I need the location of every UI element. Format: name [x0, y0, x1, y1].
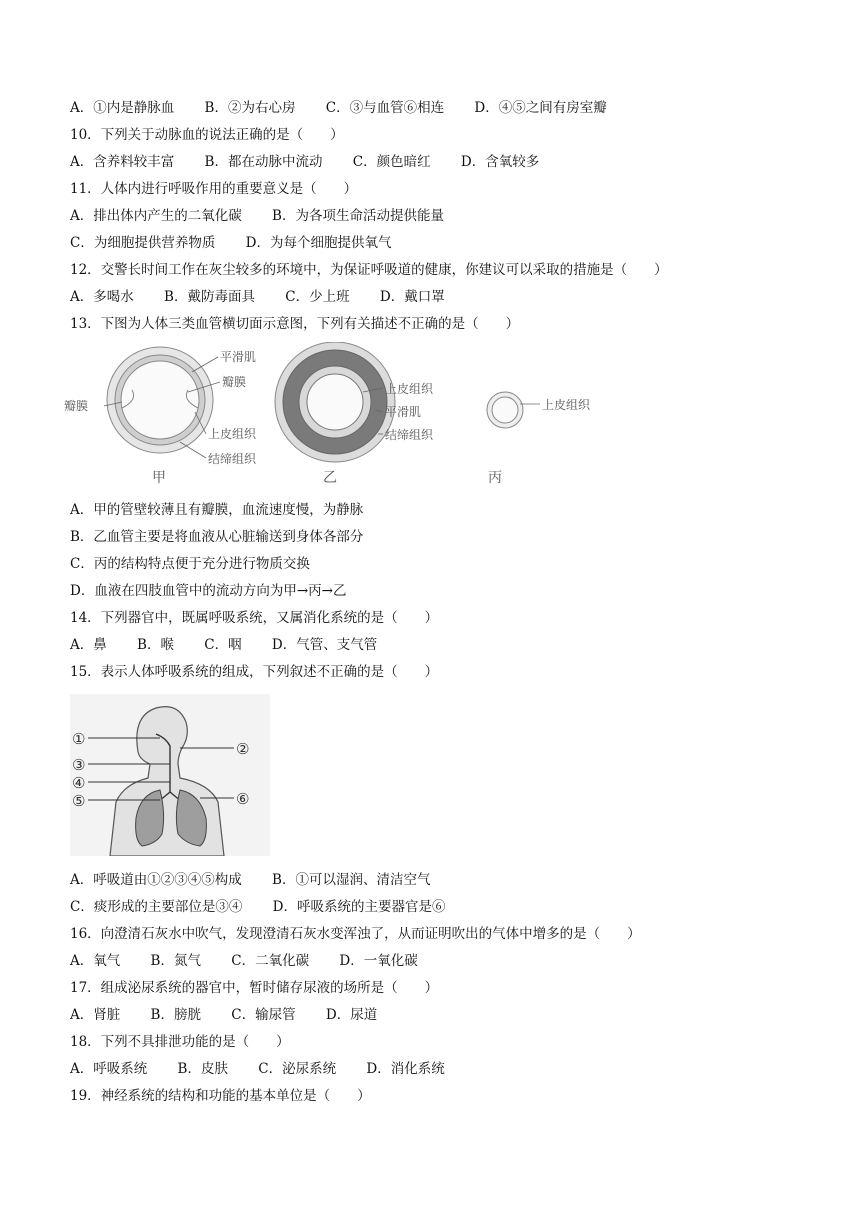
label-smooth-muscle-jia: 平滑肌 — [220, 350, 257, 364]
q16-options — [70, 952, 444, 970]
label-bing: 丙 — [488, 470, 502, 486]
option-b: B．喉 — [137, 637, 174, 653]
option-d: D．一氧化碳 — [339, 953, 418, 969]
option-c: C．颜色暗红 — [352, 154, 431, 170]
q17-options — [70, 1006, 403, 1024]
option-c: C．③与血管⑥相连 — [325, 100, 445, 116]
option-a: A．①内是静脉血 — [70, 100, 175, 116]
option-c: C．咽 — [204, 637, 242, 653]
q15-stem: 15．表示人体呼吸系统的组成，下列叙述不正确的是（ ） — [70, 664, 439, 680]
label-epithelium-bing: 上皮组织 — [542, 398, 591, 412]
q13-option-a: A．甲的管壁较薄且有瓣膜，血流速度慢，为静脉 — [70, 502, 364, 518]
q15-options-row1 — [70, 871, 456, 889]
label-valve-jia-left: 瓣膜 — [64, 399, 89, 413]
blood-vessel-diagram — [60, 342, 600, 492]
option-d: D．尿道 — [325, 1007, 378, 1023]
option-c: C．少上班 — [285, 289, 350, 305]
option-a: A．呼吸道由①②③④⑤构成 — [70, 872, 242, 888]
label-5: ⑤ — [72, 792, 86, 810]
option-d: D．戴口罩 — [379, 289, 445, 305]
label-2: ② — [236, 740, 250, 758]
q10-stem: 10．下列关于动脉血的说法正确的是（ ） — [70, 127, 344, 143]
option-d: D．呼吸系统的主要器官是⑥ — [272, 899, 446, 915]
q19-stem: 19．神经系统的结构和功能的基本单位是（ ） — [70, 1088, 371, 1104]
label-epithelium-jia: 上皮组织 — [208, 427, 257, 441]
option-c: C．为细胞提供营养物质 — [70, 235, 216, 251]
q13-option-c: C．丙的结构特点便于充分进行物质交换 — [70, 556, 310, 572]
q14-options — [70, 636, 403, 654]
respiratory-system-figure — [70, 694, 270, 856]
q9-options — [70, 99, 633, 117]
option-c: C．痰形成的主要部位是③④ — [70, 899, 243, 915]
label-1: ① — [72, 730, 86, 748]
option-a: A．氧气 — [70, 953, 121, 969]
blood-vessel-cross-section-figure — [60, 342, 600, 492]
option-a: A．鼻 — [70, 637, 107, 653]
vein-cross-section — [107, 347, 213, 453]
option-a: A．排出体内产生的二氧化碳 — [70, 208, 242, 224]
label-connective-yi: 结缔组织 — [385, 428, 434, 442]
label-smooth-muscle-yi: 平滑肌 — [385, 405, 422, 419]
label-valve-jia-right: 瓣膜 — [222, 375, 247, 389]
option-b: B．氮气 — [150, 953, 201, 969]
q10-options — [70, 153, 565, 171]
label-3: ③ — [72, 756, 86, 774]
option-b: B．①可以湿润、清洁空气 — [272, 872, 431, 888]
label-yi: 乙 — [323, 470, 337, 486]
q16-stem: 16．向澄清石灰水中吹气，发现澄清石灰水变浑浊了，从而证明吹出的气体中增多的是（ ） — [70, 926, 641, 942]
option-c: C．泌尿系统 — [258, 1061, 337, 1077]
q15-options-row2 — [70, 898, 471, 916]
option-c: C．二氧化碳 — [231, 953, 310, 969]
option-a: A．肾脏 — [70, 1007, 121, 1023]
option-b: B．戴防毒面具 — [164, 289, 255, 305]
q13-option-b: B．乙血管主要是将血液从心脏输送到身体各部分 — [70, 529, 364, 545]
option-a: A．呼吸系统 — [70, 1061, 148, 1077]
q11-options-row1 — [70, 207, 470, 225]
label-epithelium-yi: 上皮组织 — [385, 382, 434, 396]
q13-option-d: D．血液在四肢血管中的流动方向为甲→丙→乙 — [70, 583, 347, 599]
option-a: A．含养料较丰富 — [70, 154, 175, 170]
option-b: B．都在动脉中流动 — [204, 154, 323, 170]
label-6: ⑥ — [236, 790, 250, 808]
option-b: B．膀胱 — [150, 1007, 201, 1023]
option-c: C．输尿管 — [231, 1007, 296, 1023]
option-b: B．②为右心房 — [204, 100, 296, 116]
option-a: A．多喝水 — [70, 289, 134, 305]
q11-stem: 11．人体内进行呼吸作用的重要意义是（ ） — [70, 181, 358, 197]
q18-options — [70, 1060, 471, 1078]
q13-stem: 13．下图为人体三类血管横切面示意图，下列有关描述不正确的是（ ） — [70, 316, 520, 332]
q12-options — [70, 288, 471, 306]
option-d: D．气管、支气管 — [271, 637, 378, 653]
q17-stem: 17．组成泌尿系统的器官中，暂时储存尿液的场所是（ ） — [70, 980, 439, 996]
q12-stem: 12．交警长时间工作在灰尘较多的环境中，为保证呼吸道的健康，你建议可以采取的措施是（ ） — [70, 262, 668, 278]
label-4: ④ — [72, 774, 86, 792]
label-jia: 甲 — [152, 470, 166, 486]
option-b: B．为各项生命活动提供能量 — [272, 208, 444, 224]
option-b: B．皮肤 — [177, 1061, 228, 1077]
option-d: D．含氧较多 — [460, 154, 540, 170]
artery-cross-section — [275, 342, 395, 462]
q18-stem: 18．下列不具排泄功能的是（ ） — [70, 1034, 290, 1050]
option-d: D．④⑤之间有房室瓣 — [474, 100, 607, 116]
option-d: D．为每个细胞提供氧气 — [245, 235, 392, 251]
q14-stem: 14．下列器官中，既属呼吸系统，又属消化系统的是（ ） — [70, 610, 439, 626]
label-connective-jia: 结缔组织 — [208, 452, 257, 466]
respiratory-system-diagram — [70, 694, 270, 856]
option-d: D．消化系统 — [366, 1061, 445, 1077]
q11-options-row2 — [70, 234, 417, 252]
capillary-cross-section — [487, 392, 523, 428]
